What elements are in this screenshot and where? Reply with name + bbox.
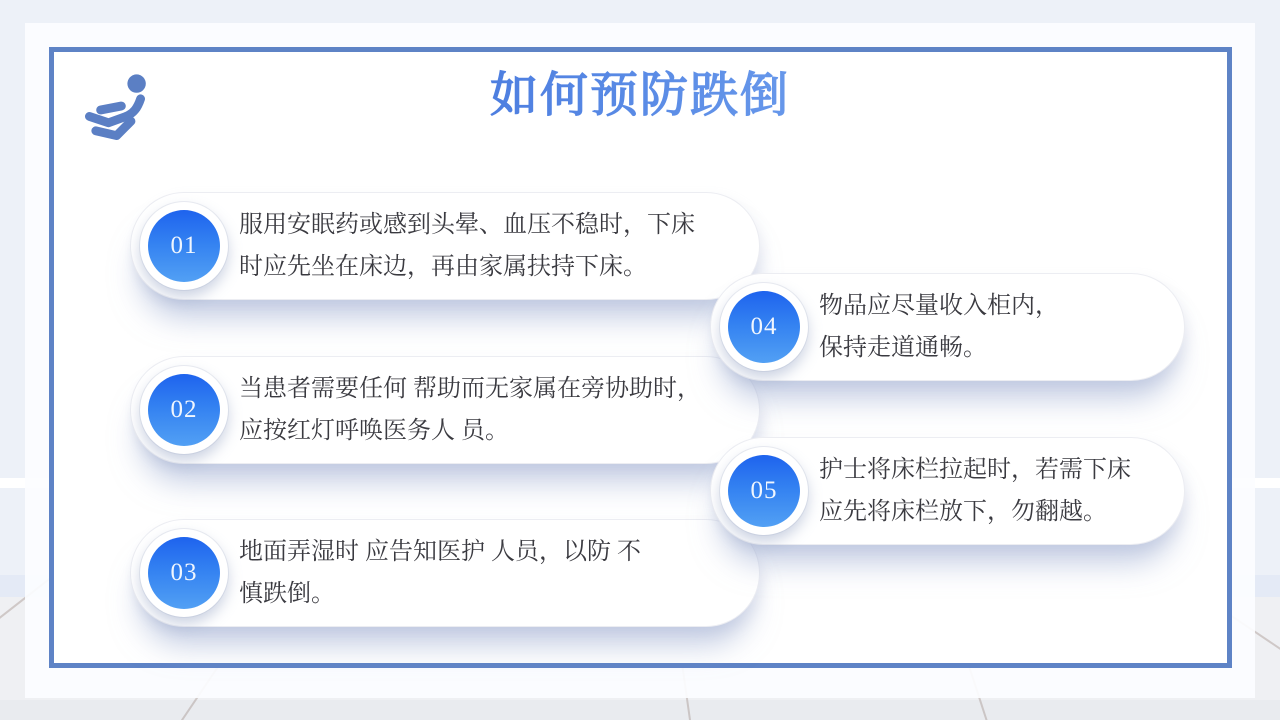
step-text-line: 保持走道通畅。 bbox=[819, 335, 987, 361]
step-card-05 bbox=[710, 437, 1185, 545]
step-text bbox=[239, 357, 739, 463]
step-text-line: 慎跌倒。 bbox=[239, 581, 335, 607]
step-number-badge bbox=[140, 366, 228, 454]
step-text-line: 物品应尽量收入柜内， bbox=[819, 293, 1059, 319]
step-number-badge bbox=[140, 202, 228, 290]
step-text bbox=[239, 520, 739, 626]
step-number: 05 bbox=[750, 477, 778, 504]
step-card-04 bbox=[710, 273, 1185, 381]
step-number: 02 bbox=[170, 396, 198, 423]
step-text-line: 时应先坐在床边，再由家属扶持下床。 bbox=[239, 254, 647, 280]
step-text-line: 当患者需要任何 帮助而无家属在旁协助时， bbox=[239, 376, 701, 402]
slide-title: 如何预防跌倒 bbox=[0, 56, 1280, 125]
step-text bbox=[819, 438, 1164, 544]
step-text-line: 应按红灯呼唤医务人 员。 bbox=[239, 418, 509, 444]
step-text-line: 护士将床栏拉起时，若需下床 bbox=[819, 457, 1131, 483]
step-card-03 bbox=[130, 519, 760, 627]
step-text-line: 服用安眠药或感到头晕、血压不稳时，下床 bbox=[239, 212, 695, 238]
step-number: 04 bbox=[750, 313, 778, 340]
step-text-line: 地面弄湿时 应告知医护 人员，以防 不 bbox=[239, 539, 641, 565]
step-number-badge bbox=[720, 283, 808, 371]
step-number-badge bbox=[720, 447, 808, 535]
step-number-badge bbox=[140, 529, 228, 617]
step-text-line: 应先将床栏放下，勿翻越。 bbox=[819, 499, 1107, 525]
step-number: 01 bbox=[170, 232, 198, 259]
step-text bbox=[819, 274, 1164, 380]
step-number: 03 bbox=[170, 559, 198, 586]
step-text bbox=[239, 193, 739, 299]
step-card-01 bbox=[130, 192, 760, 300]
step-card-02 bbox=[130, 356, 760, 464]
